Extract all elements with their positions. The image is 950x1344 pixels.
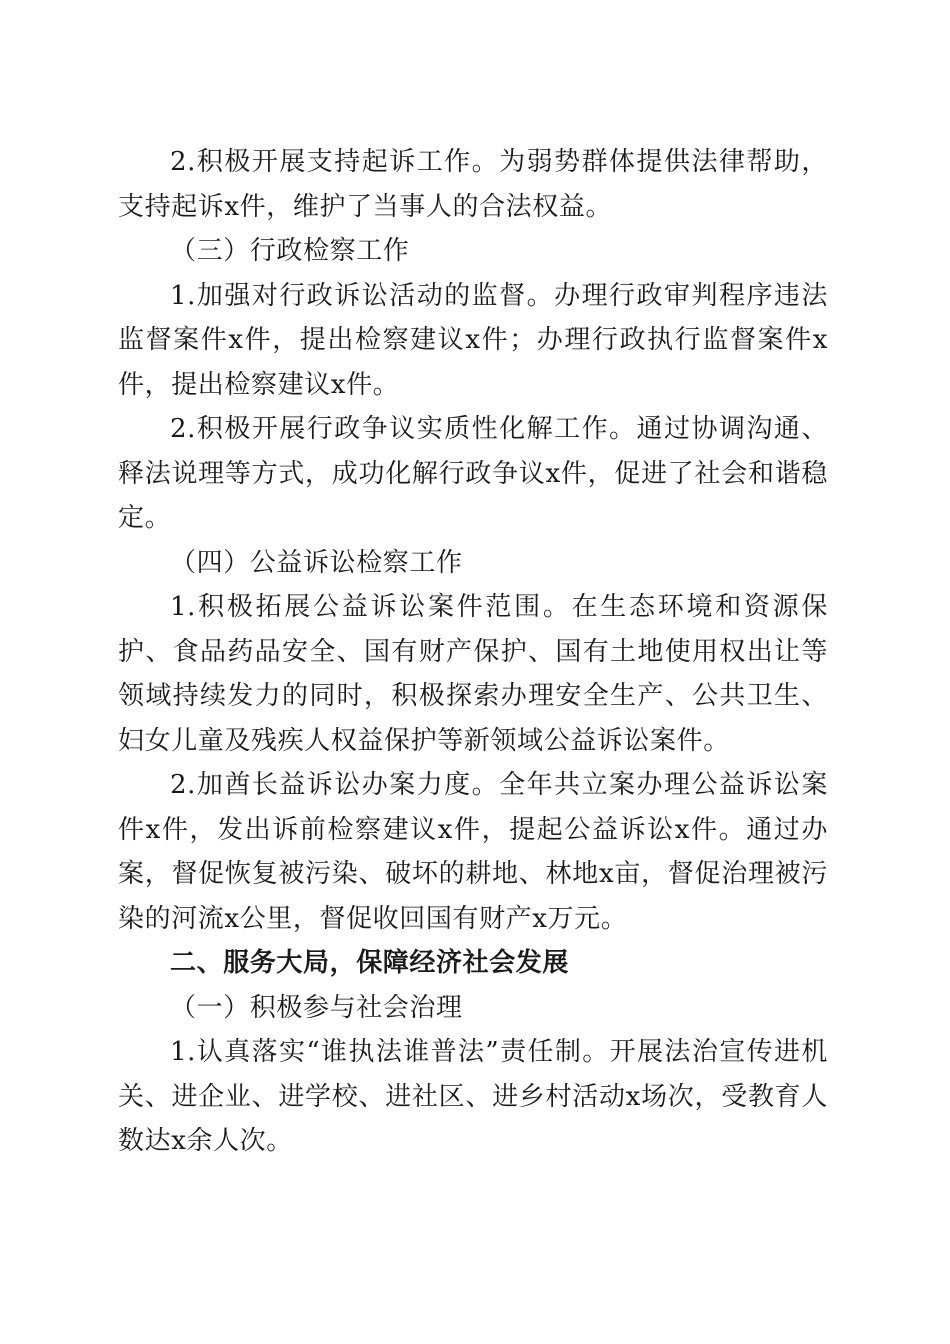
paragraph-dispute-resolution: 2.积极开展行政争议实质性化解工作。通过协调沟通、释法说理等方式，成功化解行政争议x件，促进了社会和谐稳定。 xyxy=(118,414,828,533)
paragraph-law-popularization: 1.认真落实“谁执法谁普法”责任制。开展法治宣传进机关、进企业、进学校、进社区、进乡村活动x场次，受教育人数达x余人次。 xyxy=(118,1037,828,1156)
paragraph-expand-scope: 1.积极拓展公益诉讼案件范围。在生态环境和资源保护、食品药品安全、国有财产保护、国有土地使用权出让等领域持续发力的同时，积极探索办理安全生产、公共卫生、妇女儿童及残疾人权益保护等新领域公益诉讼案件。 xyxy=(118,592,828,756)
paragraph-administrative-supervision: 1.加强对行政诉讼活动的监督。办理行政审判程序违法监督案件x件，提出检察建议x件；办理行政执行监督案件x件，提出检察建议x件。 xyxy=(118,280,828,400)
heading-administrative-procuratorial: （三）行政检察工作 xyxy=(170,236,410,266)
document-page xyxy=(118,140,828,1164)
heading-public-interest-litigation: （四）公益诉讼检察工作 xyxy=(170,547,463,578)
paragraph-support-prosecution: 2.积极开展支持起诉工作。为弱势群体提供法律帮助，支持起诉x件，维护了当事人的合法权益。 xyxy=(118,147,828,222)
heading-serve-overall-situation: 二、服务大局，保障经济社会发展 xyxy=(170,948,570,978)
paragraph-case-intensity: 2.加酋长益诉讼办案力度。全年共立案办理公益诉讼案件x件，发出诉前检察建议x件，提起公益诉讼x件。通过办案，督促恢复被污染、破坏的耕地、林地x亩，督促治理被污染的河流x公里，督促收回国有财产x万元。 xyxy=(118,770,828,934)
heading-social-governance: （一）积极参与社会治理 xyxy=(170,992,463,1023)
